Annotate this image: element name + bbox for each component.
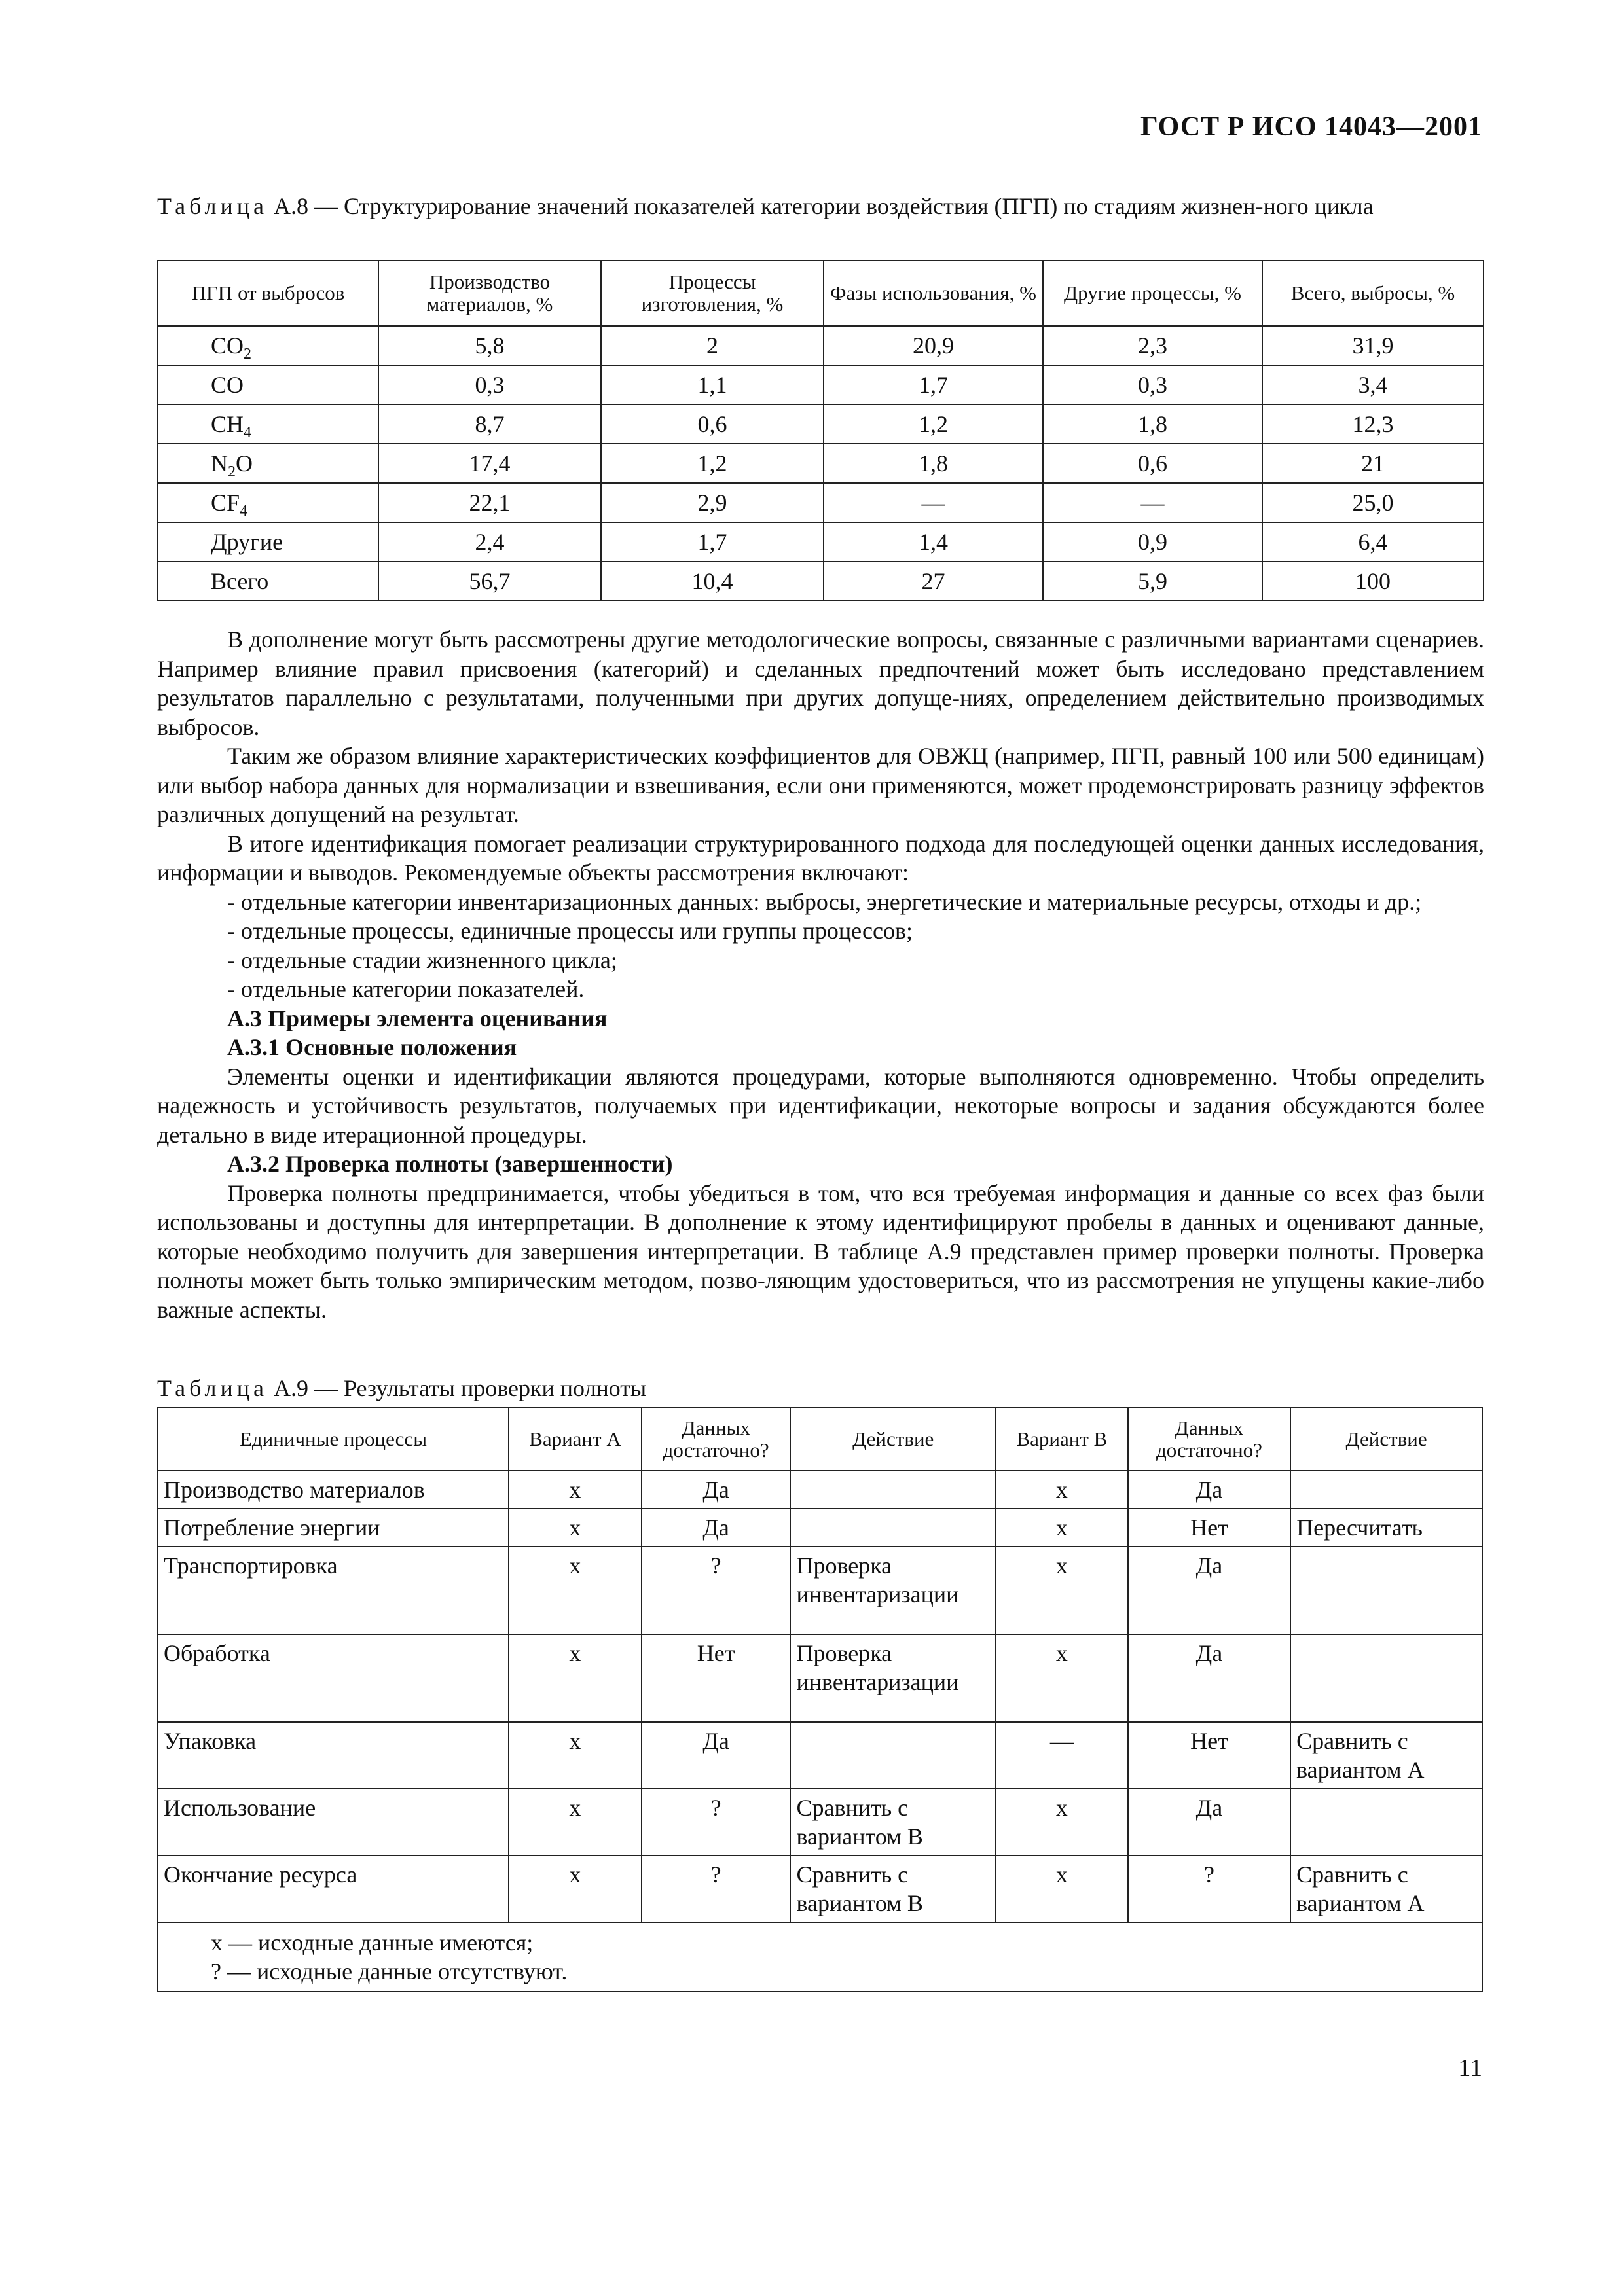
table-cell: х <box>996 1471 1128 1509</box>
section-heading: А.3.1 Основные положения <box>227 1034 517 1060</box>
table-row <box>158 562 1484 601</box>
table-cell <box>790 1509 996 1547</box>
table-row <box>158 483 1484 522</box>
table-cell: 56,7 <box>378 562 601 601</box>
paragraph: Таким же образом влияние характеристических коэффициентов для ОВЖЦ (например, ПГП, равный 100 или 500 единицам) или выбор набора данных для нормализации и взвешивания, если они применяются, может продемонстрировать разницу эффектов различных допущений на результат. <box>157 743 1484 827</box>
table-cell: — <box>1043 483 1262 522</box>
table-row <box>158 1789 1482 1856</box>
table-row <box>158 444 1484 483</box>
table-footnote-row <box>158 1922 1482 1992</box>
section-heading: А.3 Примеры элемента оценивания <box>227 1005 608 1031</box>
table-cell: Да <box>1128 1634 1290 1722</box>
column-header: Процессы изготовления, % <box>601 260 824 326</box>
table-a8-caption <box>157 191 1486 221</box>
gas-subscript: 2 <box>244 346 252 363</box>
row-label <box>158 404 378 444</box>
table-cell <box>790 1722 996 1789</box>
table-cell: Сравнить с вариантом В <box>790 1789 996 1856</box>
gas-name: CH <box>211 411 244 437</box>
row-label: Производство материалов <box>158 1471 509 1509</box>
table-cell: 27 <box>824 562 1043 601</box>
table-row <box>158 404 1484 444</box>
paragraph: Элементы оценки и идентификации являются процедурами, которые выполняются одновременно. Чтобы определить надежность и устойчивость результатов, получаемых при идентификации, некоторые вопросы и задания обсуждаются более детально в виде итерационной процедуры. <box>157 1063 1484 1148</box>
row-label <box>158 326 378 365</box>
table-row <box>158 1547 1482 1634</box>
gas-subscript: 4 <box>240 503 248 520</box>
column-header: ПГП от выбросов <box>158 260 378 326</box>
table-cell: Сравнить с вариантом В <box>790 1856 996 1922</box>
table-cell: Нет <box>1128 1509 1290 1547</box>
table-header-row <box>158 1408 1482 1471</box>
document-header: ГОСТ Р ИСО 14043—2001 <box>1140 112 1482 142</box>
table-cell <box>1290 1471 1482 1509</box>
table-cell: 5,8 <box>378 326 601 365</box>
table-row <box>158 1856 1482 1922</box>
table-cell <box>1290 1634 1482 1722</box>
table-caption-text: А.8 — Структурирование значений показателей категории воздействия (ПГП) по стадиям жизнен-ного цикла <box>273 193 1374 219</box>
table-cell: 100 <box>1262 562 1484 601</box>
table-cell: Да <box>1128 1547 1290 1634</box>
column-header: Данных достаточно? <box>642 1408 791 1471</box>
list-item: - отдельные категории показателей. <box>227 976 585 1002</box>
table-cell: 1,8 <box>1043 404 1262 444</box>
column-header: Фазы использования, % <box>824 260 1043 326</box>
table-cell: Да <box>642 1722 791 1789</box>
table-cell: 17,4 <box>378 444 601 483</box>
table-cell: Да <box>642 1471 791 1509</box>
gas-name: CF <box>211 490 240 516</box>
table-cell: 2,3 <box>1043 326 1262 365</box>
table-cell: х <box>509 1789 642 1856</box>
table-cell: х <box>996 1547 1128 1634</box>
table-cell: 0,6 <box>601 404 824 444</box>
table-row <box>158 1471 1482 1509</box>
table-cell: х <box>996 1856 1128 1922</box>
gas-name: Другие <box>211 529 283 555</box>
gas-subscript: 4 <box>244 424 252 441</box>
table-cell: 2,9 <box>601 483 824 522</box>
table-cell: Проверка инвентаризации <box>790 1547 996 1634</box>
column-header: Действие <box>790 1408 996 1471</box>
table-row <box>158 1722 1482 1789</box>
table-cell: 22,1 <box>378 483 601 522</box>
row-label <box>158 483 378 522</box>
table-cell: Пересчитать <box>1290 1509 1482 1547</box>
table-a8 <box>157 260 1484 601</box>
table-cell: 21 <box>1262 444 1484 483</box>
table-cell: Нет <box>642 1634 791 1722</box>
table-caption-word: Таблица <box>157 1375 268 1401</box>
table-cell: 5,9 <box>1043 562 1262 601</box>
table-cell: Да <box>642 1509 791 1547</box>
table-cell: х <box>509 1509 642 1547</box>
gas-name: CO <box>211 372 244 398</box>
gas-subscript: 2 <box>228 463 236 480</box>
table-cell: 0,3 <box>1043 365 1262 404</box>
table-cell: 25,0 <box>1262 483 1484 522</box>
table-cell: х <box>509 1722 642 1789</box>
table-cell: 1,8 <box>824 444 1043 483</box>
gas-name: N <box>211 450 228 476</box>
table-header-row <box>158 260 1484 326</box>
table-cell: 0,6 <box>1043 444 1262 483</box>
table-cell: 3,4 <box>1262 365 1484 404</box>
table-cell: Нет <box>1128 1722 1290 1789</box>
table-cell: ? <box>1128 1856 1290 1922</box>
table-cell: х <box>509 1856 642 1922</box>
table-row <box>158 1509 1482 1547</box>
section-heading: А.3.2 Проверка полноты (завершенности) <box>227 1151 673 1177</box>
page-number: 11 <box>1458 2054 1482 2082</box>
table-footnote <box>158 1922 1482 1992</box>
gas-name: Всего <box>211 568 269 594</box>
table-cell: Да <box>1128 1471 1290 1509</box>
table-cell: 31,9 <box>1262 326 1484 365</box>
row-label <box>158 365 378 404</box>
list-item: - отдельные категории инвентаризационных данных: выбросы, энергетические и материальные ресурсы, отходы и др.; <box>227 888 1422 915</box>
table-cell: 6,4 <box>1262 522 1484 562</box>
paragraph: В итоге идентификация помогает реализации структурированного подхода для последующей оценки данных исследования, информации и выводов. Рекомендуемые объекты рассмотрения включают: <box>157 830 1484 886</box>
table-cell: 0,9 <box>1043 522 1262 562</box>
row-label: Упаковка <box>158 1722 509 1789</box>
table-cell: 1,4 <box>824 522 1043 562</box>
column-header: Вариант А <box>509 1408 642 1471</box>
row-label <box>158 562 378 601</box>
table-row <box>158 326 1484 365</box>
paragraph: В дополнение могут быть рассмотрены другие методологические вопросы, связанные с различными вариантами сценариев. Например влияние правил присвоения (категорий) и сделанных предпочтений может быть исследовано представлением результатов параллельно с результатами, полученными при других допуще-ниях, определением действительно производимых выбросов. <box>157 626 1484 740</box>
table-cell <box>790 1471 996 1509</box>
row-label: Обработка <box>158 1634 509 1722</box>
row-label: Использование <box>158 1789 509 1856</box>
table-cell: 1,7 <box>601 522 824 562</box>
table-cell: — <box>996 1722 1128 1789</box>
gas-name: CO <box>211 332 244 359</box>
column-header: Производство материалов, % <box>378 260 601 326</box>
table-cell: ? <box>642 1789 791 1856</box>
column-header: Вариант В <box>996 1408 1128 1471</box>
table-cell <box>1290 1789 1482 1856</box>
table-caption-word: Таблица <box>157 193 268 219</box>
column-header: Данных достаточно? <box>1128 1408 1290 1471</box>
row-label <box>158 444 378 483</box>
table-row <box>158 522 1484 562</box>
table-cell: 12,3 <box>1262 404 1484 444</box>
table-cell: ? <box>642 1547 791 1634</box>
table-cell: х <box>509 1547 642 1634</box>
table-cell: Да <box>1128 1789 1290 1856</box>
table-cell: х <box>996 1634 1128 1722</box>
table-cell: — <box>824 483 1043 522</box>
table-cell <box>1290 1547 1482 1634</box>
table-cell: 0,3 <box>378 365 601 404</box>
table-cell: 2 <box>601 326 824 365</box>
table-a9-caption <box>157 1373 1486 1403</box>
table-cell: ? <box>642 1856 791 1922</box>
table-caption-text: А.9 — Результаты проверки полноты <box>273 1375 647 1401</box>
table-cell: 2,4 <box>378 522 601 562</box>
table-row <box>158 365 1484 404</box>
row-label: Потребление энергии <box>158 1509 509 1547</box>
table-cell: 1,7 <box>824 365 1043 404</box>
table-cell: 20,9 <box>824 326 1043 365</box>
table-cell: 10,4 <box>601 562 824 601</box>
column-header: Всего, выбросы, % <box>1262 260 1484 326</box>
list-item: - отдельные процессы, единичные процессы или группы процессов; <box>227 918 913 944</box>
table-cell: х <box>509 1634 642 1722</box>
footnote-line: ? — исходные данные отсутствуют. <box>211 1958 568 1984</box>
table-cell: 8,7 <box>378 404 601 444</box>
table-row <box>158 1634 1482 1722</box>
table-cell: Сравнить с вариантом А <box>1290 1856 1482 1922</box>
table-cell: х <box>996 1789 1128 1856</box>
column-header: Другие процессы, % <box>1043 260 1262 326</box>
table-cell: х <box>996 1509 1128 1547</box>
list-item: - отдельные стадии жизненного цикла; <box>227 946 617 973</box>
row-label <box>158 522 378 562</box>
row-label: Окончание ресурса <box>158 1856 509 1922</box>
table-cell: 1,2 <box>824 404 1043 444</box>
column-header: Действие <box>1290 1408 1482 1471</box>
table-a9 <box>157 1407 1483 1992</box>
table-cell: х <box>509 1471 642 1509</box>
paragraph: Проверка полноты предпринимается, чтобы убедиться в том, что вся требуемая информация и данные со всех фаз были использованы и доступны для интерпретации. В дополнение к этому идентифицируют пробелы в данных и оценивают данные, которые необходимо получить для завершения интерпретации. В таблице А.9 представлен пример проверки полноты. Проверка полноты может быть только эмпирическим методом, позво-ляющим удостовериться, что из рассмотрения не упущены какие-либо важные аспекты. <box>157 1179 1484 1323</box>
column-header: Единичные процессы <box>158 1408 509 1471</box>
gas-suffix: O <box>236 450 253 476</box>
table-cell: Сравнить с вариантом А <box>1290 1722 1482 1789</box>
table-cell: Проверка инвентаризации <box>790 1634 996 1722</box>
table-cell: 1,2 <box>601 444 824 483</box>
footnote-line: х — исходные данные имеются; <box>211 1929 534 1956</box>
row-label: Транспортировка <box>158 1547 509 1634</box>
table-cell: 1,1 <box>601 365 824 404</box>
body-text-block-1 <box>157 625 1484 1324</box>
